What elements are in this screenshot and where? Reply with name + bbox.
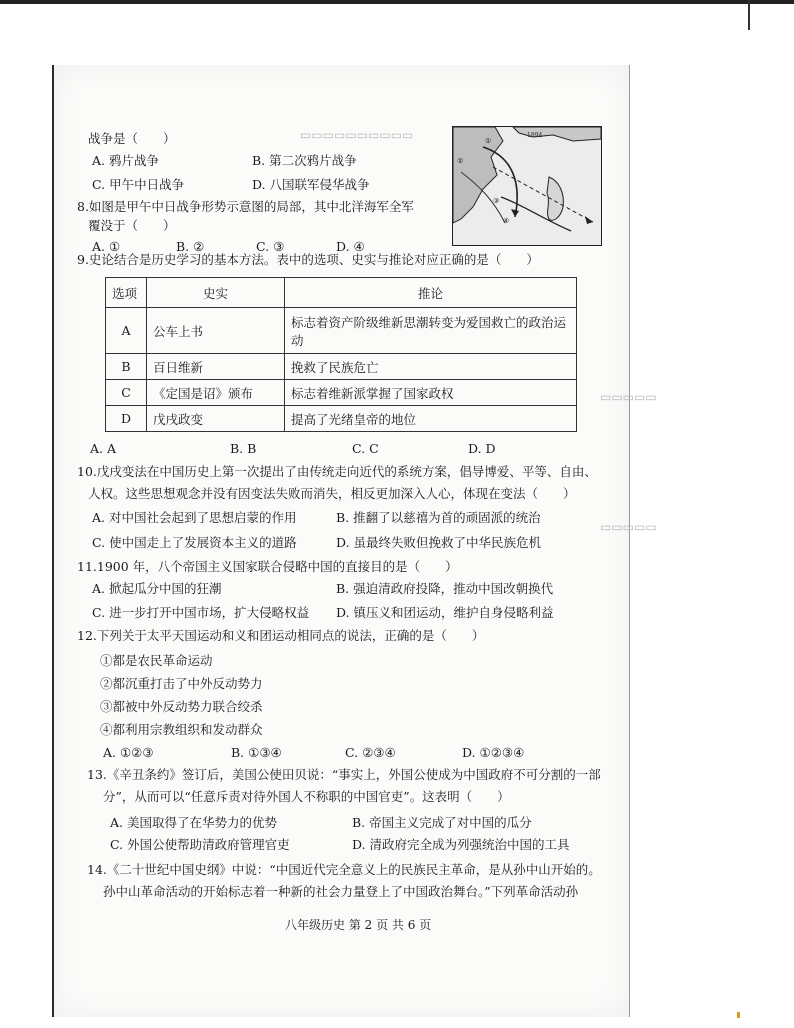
q13-option-b: B. 帝国主义完成了对中国的瓜分 [352, 815, 532, 830]
q8-option-b: B. ② [176, 239, 205, 254]
q12-option-c: C. ②③④ [345, 745, 396, 760]
q7-option-c: C. 甲午中日战争 [92, 177, 185, 192]
q8-stem-line1: 8.如图是甲午中日战争形势示意图的局部，其中北洋海军全军 [77, 199, 414, 214]
header-fact: 史实 [147, 278, 285, 308]
q12-option-b: B. ①③④ [231, 745, 282, 760]
q8-option-a: A. ① [92, 239, 121, 254]
q9-option-d: D. D [468, 441, 496, 456]
row-option: D [106, 406, 147, 432]
q13-stem-line2: 分”，从而可以“任意斥责对待外国人不称职的中国官吏”。这表明（ ） [103, 789, 510, 804]
row-option: C [106, 380, 147, 406]
scan-edge [0, 0, 794, 4]
q13-option-d: D. 清政府完全成为列强统治中国的工具 [352, 837, 570, 852]
row-option: A [106, 308, 147, 354]
war-situation-map [452, 126, 602, 246]
q7-stem: 战争是（ ） [88, 131, 176, 146]
q9-option-c: C. C [352, 441, 379, 456]
q12-stem: 12.下列关于太平天国运动和义和团运动相同点的说法，正确的是（ ） [77, 628, 485, 643]
q11-option-d: D. 镇压义和团运动，维护自身侵略利益 [336, 605, 554, 620]
row-fact: 戊戌政变 [147, 406, 285, 432]
map-label-1: ① [485, 137, 492, 145]
q13-option-c: C. 外国公使帮助清政府管理官吏 [110, 837, 290, 852]
q13-option-a: A. 美国取得了在华势力的优势 [110, 815, 277, 830]
bleed-through-text: ▭▭▭▭▭▭▭▭▭▭ [300, 128, 414, 142]
q14-stem-line1: 14.《二十世纪中国史纲》中说：“中国近代完全意义上的民族民主革命，是从孙中山开始的。 [87, 862, 601, 877]
header-inference: 推论 [285, 278, 577, 308]
q11-option-c: C. 进一步打开中国市场，扩大侵略权益 [92, 605, 310, 620]
q9-stem: 9.史论结合是历史学习的基本方法。表中的选项、史实与推论对应正确的是（ ） [77, 252, 539, 267]
header-option: 选项 [106, 278, 147, 308]
q12-item-1: ①都是农民革命运动 [100, 653, 213, 668]
q10-option-b: B. 推翻了以慈禧为首的顽固派的统治 [336, 510, 541, 525]
table-row [106, 380, 577, 406]
q9-option-a: A. A [90, 441, 117, 456]
map-year-label: 1894 [527, 132, 543, 139]
q10-option-c: C. 使中国走上了发展资本主义的道路 [92, 535, 297, 550]
row-inference: 标志着资产阶级维新思潮转变为爱国救亡的政治运动 [285, 308, 577, 354]
scan-artifact [737, 1012, 740, 1018]
q10-option-d: D. 虽最终失败但挽救了中华民族危机 [336, 535, 542, 550]
row-inference: 提高了光绪皇帝的地位 [285, 406, 577, 432]
q8-option-d: D. ④ [336, 239, 365, 254]
q10-stem-line1: 10.戊戌变法在中国历史上第一次提出了由传统走向近代的系统方案，倡导博爱、平等、自由、 [77, 464, 597, 479]
q7-option-a: A. 鸦片战争 [92, 153, 159, 168]
row-fact: 公车上书 [147, 308, 285, 354]
table-row [106, 354, 577, 380]
table-row [106, 308, 577, 354]
bleed-through-text: ▭▭▭▭▭ [600, 390, 657, 404]
table-header-row [106, 278, 577, 308]
row-inference: 挽救了民族危亡 [285, 354, 577, 380]
page-footer: 八年级历史 第 2 页 共 6 页 [285, 918, 432, 932]
q12-item-4: ④都利用宗教组织和发动群众 [100, 722, 263, 737]
q8-stem-line2: 覆没于（ ） [88, 218, 176, 233]
q14-stem-line2: 孙中山革命活动的开始标志着一种新的社会力量登上了中国政治舞台。”下列革命活动孙 [103, 884, 579, 899]
q12-option-a: A. ①②③ [103, 745, 154, 760]
q12-item-2: ②都沉重打击了中外反动势力 [100, 676, 263, 691]
q12-item-3: ③都被中外反动势力联合绞杀 [100, 699, 263, 714]
q10-stem-line2: 人权。这些思想观念并没有因变法失败而消失，相反更加深入人心，体现在变法（ ） [88, 486, 576, 501]
q7-option-d: D. 八国联军侵华战争 [252, 177, 370, 192]
q12-option-d: D. ①②③④ [462, 745, 525, 760]
q8-option-c: C. ③ [256, 239, 285, 254]
row-fact: 《定国是诏》颁布 [147, 380, 285, 406]
map-label-3: ③ [493, 197, 500, 205]
q10-option-a: A. 对中国社会起到了思想启蒙的作用 [92, 510, 297, 525]
q7-option-b: B. 第二次鸦片战争 [252, 153, 357, 168]
q9-table [105, 277, 577, 432]
scan-edge-mark [748, 0, 750, 30]
table-row [106, 406, 577, 432]
q11-stem: 11.1900 年，八个帝国主义国家联合侵略中国的直接目的是（ ） [77, 559, 458, 574]
bleed-through-text: ▭▭▭▭▭ [600, 520, 657, 534]
map-illustration [453, 127, 601, 245]
q9-option-b: B. B [230, 441, 257, 456]
row-inference: 标志着维新派掌握了国家政权 [285, 380, 577, 406]
map-label-4: ④ [503, 217, 510, 225]
map-label-2: ② [457, 157, 464, 165]
q11-option-a: A. 掀起瓜分中国的狂潮 [92, 581, 222, 596]
row-option: B [106, 354, 147, 380]
row-fact: 百日维新 [147, 354, 285, 380]
q13-stem-line1: 13.《辛丑条约》签订后，美国公使田贝说：“事实上，外国公使成为中国政府不可分割的一部 [87, 767, 601, 782]
q11-option-b: B. 强迫清政府投降，推动中国改朝换代 [336, 581, 554, 596]
